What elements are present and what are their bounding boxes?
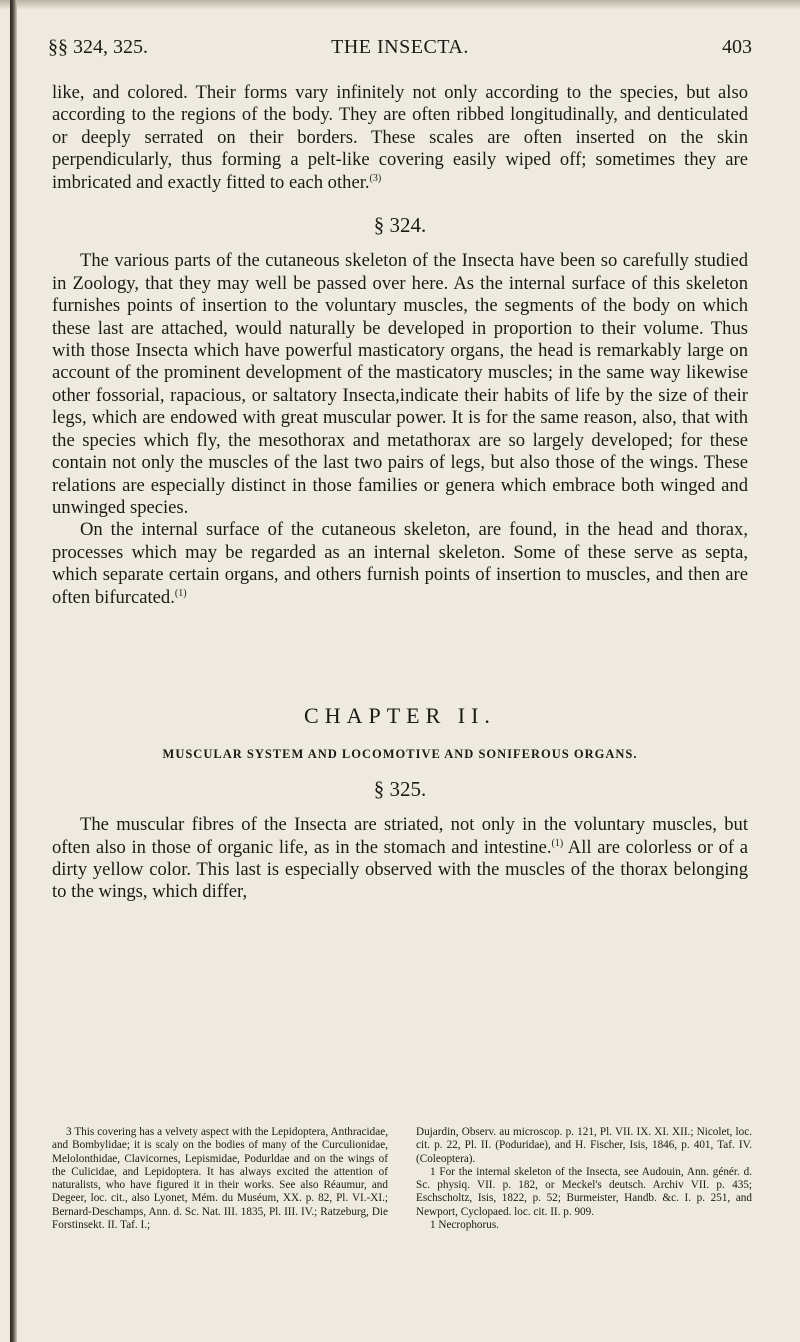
- footnote-ref[interactable]: (3): [369, 172, 382, 184]
- intro-paragraph: like, and colored. Their forms vary infinitely not only according to the species, but also according to the regions of the body. They are often ribbed longitudinally, and denticulated or deeply serrated on their borders. These scales are often inserted on the skin perpendicularly, thus forming a pelt-like covering easily wiped off; sometimes they are imbricated and exactly fitted to each other.$^{(3)}$: [52, 82, 748, 193]
- header-title: THE INSECTA.: [331, 36, 469, 58]
- footnote-ref[interactable]: (1): [551, 837, 564, 849]
- section-324-paragraph-2: On the internal surface of the cutaneous skeleton, are found, in the head and thorax, processes which may be regarded as an internal skeleton. Some of these serve as septa, which separate certain organs, and others furnish points of insertion to muscles, and then are often bifurcated.$^{(1)}$: [52, 519, 748, 608]
- running-header: [48, 36, 752, 70]
- footnote-column-left: [52, 1126, 388, 1232]
- footnote-column-right: [416, 1126, 752, 1232]
- footnote-1-skeleton: 1 For the internal skeleton of the Insecta, see Audouin, Ann. génér. d. Sc. physiq. VII. p. 182, or Meckel's deutsch. Archiv VII. p. 435; Eschscholtz, Isis, 1822, p. 52; Burmeister, Handb. &c. I. p. 251, and Newport, Cyclopaed. loc. cit. II. p. 909.: [416, 1165, 752, 1218]
- section-324-paragraph-1: The various parts of the cutaneous skeleton of the Insecta have been so carefully studied in Zoology, that they may well be passed over here. As the internal surface of this skeleton furnishes points of insertion to the voluntary muscles, the segments of the body on which these last are attached, would naturally be developed in proportion to their volume. Thus with those Insecta which have powerful masticatory organs, the head is remarkably large on account of the prominent development of the masticatory muscles; in the same way likewise other fossorial, rapacious, or saltatory Insecta,indicate their habits of life by the size of their legs, which are endowed with great muscular power. It is for the same reason, also, that with the species which fly, the mesothorax and metathorax are so largely developed; for these contain not only the muscles of the last two pairs of legs, but also those of the wings. These relations are especially distinct in those families or genera which embrace both winged and unwinged species.: [52, 250, 748, 518]
- section-324-heading: § 324.: [373, 213, 427, 238]
- section-325-paragraph: The muscular fibres of the Insecta are striated, not only in the voluntary muscles, but often also in those of organic life, as in the stomach and intestine.$^{(1)}$ All are colorless or of a dirty yellow color. This last is especially observed with the muscles of the thorax belonging to the wings, which differ,: [52, 814, 748, 903]
- chapter-title: CHAPTER II.: [304, 702, 496, 728]
- footnote-ref[interactable]: (1): [174, 587, 187, 599]
- footnote-1-muscles: 1 Necrophorus.: [430, 1219, 499, 1232]
- section-325-heading: § 325.: [373, 776, 427, 801]
- chapter-subtitle: MUSCULAR SYSTEM AND LOCOMOTIVE AND SONIFEROUS ORGANS.: [162, 747, 638, 762]
- page-top-shadow: [0, 0, 800, 10]
- main-text: [52, 82, 748, 904]
- header-sections: §§ 324, 325.: [48, 36, 148, 58]
- page-number: 403: [722, 36, 752, 58]
- footnote-3-continued: Dujardin, Observ. au microscop. p. 121, Pl. VII. IX. XI. XII.; Nicolet, loc. cit. p. 22, Pl. II. (Poduridae), and H. Fischer, Isis, 1846, p. 401, Taf. IV. (Coleoptera).: [416, 1126, 752, 1165]
- binding-edge: [10, 0, 17, 1342]
- footnote-3: 3 This covering has a velvety aspect with the Lepidoptera, Anthracidae, and Bombylidae; it is scaly on the bodies of many of the Curculionidae, Melolonthidae, Clavicornes, Lepismidae, Podurldae and on the wings of the Culicidae, and Lepidoptera. It has always excited the attention of naturalists, who have figured it in their works. See also Réaumur, and Degeer, loc. cit., also Lyonet, Mém. du Muséum, XX. p. 82, Pl. VI.-XI.; Bernard-Deschamps, Ann. d. Sc. Nat. III. 1835, Pl. III. IV.; Ratzeburg, Die Forstinsekt. II. Taf. I.;: [52, 1126, 388, 1232]
